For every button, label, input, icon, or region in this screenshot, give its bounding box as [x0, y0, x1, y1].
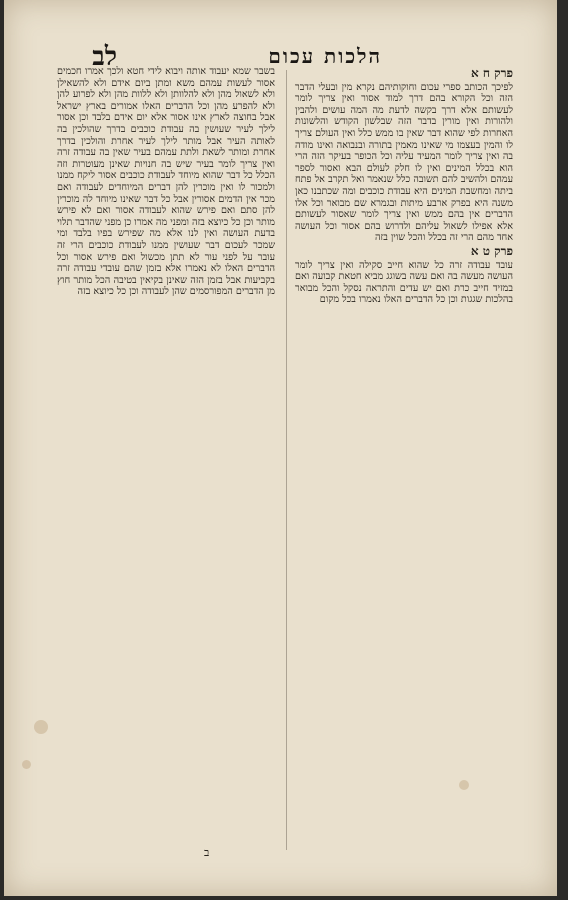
paragraph: וכן אסור לילך לעיר שעושין בה עבודת כוכבים בדרך שהולכין בה לאותה העיר אבל מותר לילך לעיר אחרת והולכין בדרך אחרת ומותר לשאת ולתת עמהם בעיר שאין בה עבודה זרה ואין צריך לומר בעיר שיש בה חנויות שאינן מעוטרות וזה הכלל כל דבר שהוא מיוחד לעבודת כוכבים אסור ליקח ממנו ולמכור לו [57, 112, 275, 193]
paragraph: ומי שמכר לעכום דבר שעושין ממנו לעבודת כוכבים הרי זה עובר על לפני עור לא תתן מכשול ואם פירש אסור וכל הדברים האלו לא נאמרו אלא בזמן שהם עובדי עבודה זרה בקביעות אבל בזמן הזה שאינן בקיאין בטיבה הכל מותר חוץ מן הדברים המפורסמים שהן לעבודה וכן כל כיוצא בזה [57, 228, 275, 298]
stain [34, 720, 48, 734]
paragraph: לפיכך הכותב ספרי עכום וחוקותיהם נקרא מין ובעלי הדבר הזה וכל הקורא בהם דרך למוד אסור ואין צריך לומר לעשותם אלא דרך בקשה לדעת מה המה עושים ולהבין ולהורות ואין מורין בדבר הזה שבלשון הקודש והלשונות האחרות לפי שהוא דבר שאין בו ממש כלל ואין העולם צריך לו [295, 81, 513, 151]
paragraph: ואין מוכרין להן דברים המיוחדים לעבודה ואם מכר אין הדמים אסורין אבל כל דבר שאינו מיוחד לה מוכרין להן סתם ואם פירש שהוא לעבודה אסור ואם לא פירש מותר וכן כל כיוצא בזה ומפני מה אמרו כן מפני שהדבר תלוי בדעת העושה ואין לנו אלא מה שפירש בפיו בלבד [57, 181, 275, 240]
paragraph: ומה שכתבנו כאן משנה היא בפרק ארבע מיתות ובגמרא שם מבואר וכל אלו הדברים אין בהם ממש ואין צריך לומר שאסור לעשותם אלא אפילו לשאול עליהם ולדרוש בהם אסור וכל העושה אחד מהם הרי זה בכלל והכל שוין בזה [295, 185, 513, 244]
paragraph: עובד עבודה זרה כל שהוא חייב סקילה ואין צריך לומר העושה מעשה בה ואם עשה בשוגג מביא חטאת קבועה ואם במזיד חייב כרת ואם יש עדים והתראה נסקל והכל מבואר בהלכות שגגות וכן כל הדברים האלו נאמרו בכל מקום [295, 259, 513, 306]
text-column-left [57, 66, 275, 856]
text-column-right [295, 66, 513, 856]
stain [22, 760, 31, 769]
folio-number: לב [92, 42, 117, 72]
chapter-heading: פרק ט א [470, 243, 513, 258]
printer-signature: ב [204, 846, 210, 859]
chapter-heading: פרק ח א [470, 66, 513, 80]
book-page [4, 0, 557, 896]
running-title: הלכות עכום [268, 44, 382, 68]
column-divider [286, 70, 287, 850]
paragraph: והמין בעצמו מי שאינו מאמין בתורה ובנבואה ואינו מודה בה ואין צריך לומר המעיד עליה וכל הכופר בעיקר הזה הרי הוא בכלל המינים ואין לו חלק לעולם הבא ואסור לספר עמהם ולהשיב להם תשובה כלל שנאמר ואל תקרב אל פתח ביתה ומחשבת המינים היא עבודת כוכבים [295, 139, 513, 197]
paragraph: בשבר שמא יעבוד אותה ויבוא לידי חטא ולכך אמרו חכמים אסור לעשות עמהם משא ומתן ביום אידם ולא להשאילן ולא לשאול מהן ולא להלוותן ולא ללוות מהן ולא לפרוע להן ולא להפרע מהן וכל הדברים האלו אמורים בארץ ישראל אבל בחוצה לארץ אינו אסור אלא יום אידם בלבד [57, 66, 275, 124]
